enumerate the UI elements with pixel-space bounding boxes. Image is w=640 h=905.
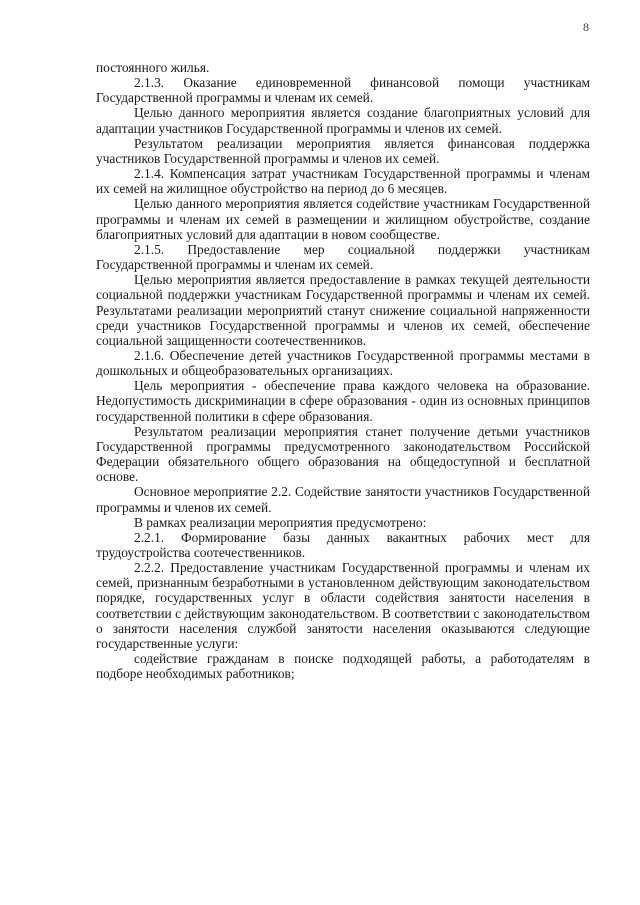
paragraph: Целью данного мероприятия является содействие участникам Государственной программы и членам их семей в размещении и жилищном обустройстве, создание благоприятных условий для адаптации в новом сообществе. xyxy=(96,196,590,242)
paragraph: 2.1.3. Оказание единовременной финансовой помощи участникам Государственной программы и членам их семей. xyxy=(96,75,590,106)
paragraph: Целью данного мероприятия является создание благоприятных условий для адаптации участников Государственной программы и членов их семей. xyxy=(96,105,590,136)
paragraph: В рамках реализации мероприятия предусмотрено: xyxy=(134,514,427,530)
paragraph: Результатом реализации мероприятия станет получение детьми участников Государственной программы предусмотренного законодательством Российской Федерации обязательного общего образования на общедоступной и бесплатной основе. xyxy=(96,423,590,485)
paragraph: 2.2.1. Формирование базы данных вакантных рабочих мест для трудоустройства соотечественников. xyxy=(96,529,590,560)
paragraph: Основное мероприятие 2.2. Содействие занятости участников Государственной программы и членов их семей. xyxy=(96,484,590,515)
paragraph: Результатом реализации мероприятия является финансовая поддержка участников Государственной программы и членов их семей. xyxy=(96,135,590,166)
document-body xyxy=(96,60,590,681)
paragraph: Цель мероприятия - обеспечение права каждого человека на образование. Недопустимость дискриминации в сфере образования - один из основных принципов государственной политики в сфере образования. xyxy=(96,378,590,424)
paragraph: 2.1.5. Предоставление мер социальной поддержки участникам Государственной программы и членам их семей. xyxy=(96,241,590,273)
paragraph: постоянного жилья. xyxy=(96,60,210,75)
paragraph: 2.1.6. Обеспечение детей участников Государственной программы местами в дошкольных и общеобразовательных организациях. xyxy=(96,347,590,379)
paragraph: 2.2.2. Предоставление участникам Государственной программы и членам их семей, признанным безработными в установленном действующим законодательством порядке, государственных услуг в области содействия занятости населения в соответствии с действующим законодательством. В соответствии с законодательством о занятости населения службой занятости населения оказываются следующие государственные услуги: xyxy=(96,560,590,651)
paragraph: Целью мероприятия является предоставление в рамках текущей деятельности социальной поддержки участникам Государственной программы и членам их семей. Результатами реализации мероприятий станут снижение социальной напряженности среди участников Государственной программы и членов их семей, обеспечение социальной защищенности соотечественников. xyxy=(96,272,590,348)
page-number: 8 xyxy=(583,20,589,34)
paragraph: содействие гражданам в поиске подходящей работы, а работодателям в подборе необходимых работников; xyxy=(96,651,590,682)
paragraph: 2.1.4. Компенсация затрат участникам Государственной программы и членам их семей на жилищное обустройство на период до 6 месяцев. xyxy=(96,166,590,197)
